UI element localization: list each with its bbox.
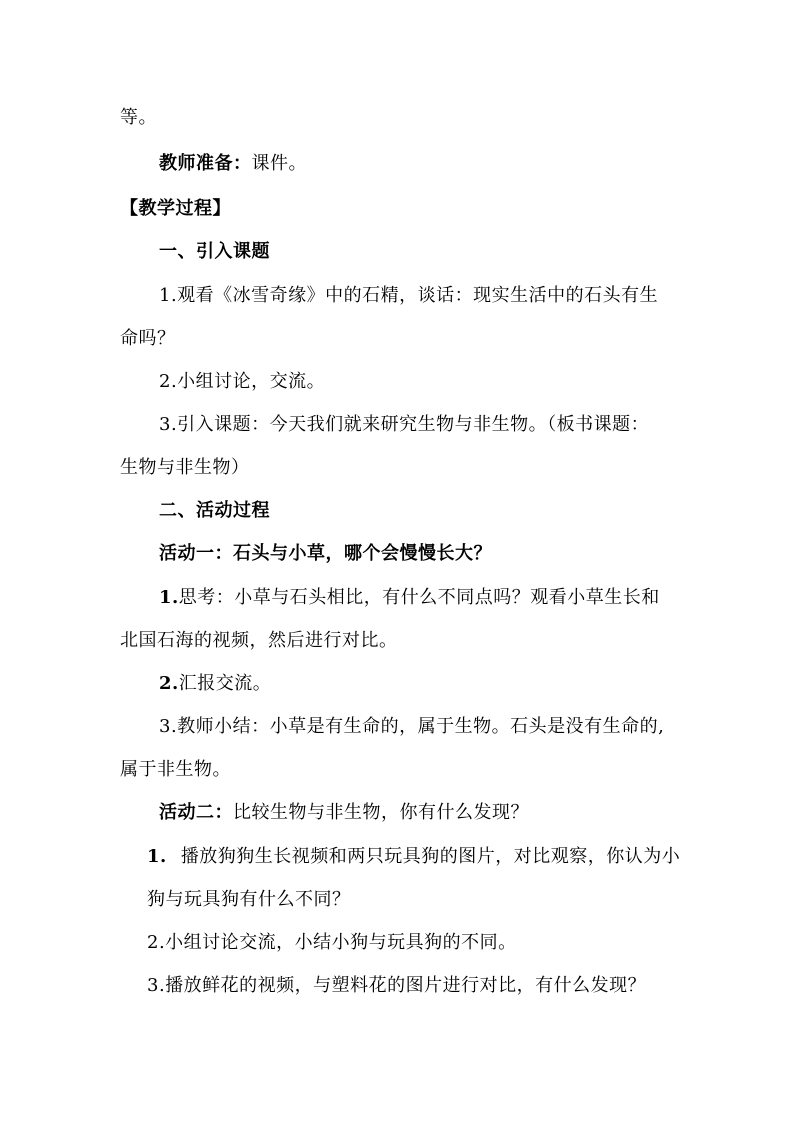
part-two-heading: 二、活动过程 <box>159 500 270 521</box>
activity1-item3-line1: 3.教师小结：小草是有生命的，属于生物。石头是没有生命的, <box>159 716 665 737</box>
activity1-item2-text: 汇报交流。 <box>178 673 272 694</box>
activity2-item1-line2: 狗与玩具狗有什么不同？ <box>147 889 351 910</box>
teacher-prep-line <box>159 152 307 176</box>
activity2-item1-line1 <box>147 845 680 869</box>
activity2-title-text: 比较生物与非生物，你有什么发现？ <box>233 802 529 823</box>
part-one-item2: 2.小组讨论，交流。 <box>159 371 326 392</box>
activity1-item1-line2: 北国石海的视频，然后进行对比。 <box>120 630 398 651</box>
part-one-item1-line2: 命吗？ <box>120 328 176 349</box>
activity1-title: 活动一：石头与小草，哪个会慢慢长大？ <box>159 543 492 564</box>
section-title: 【教学过程】 <box>120 198 231 219</box>
activity2-item1-text: 播放狗狗生长视频和两只玩具狗的图片，对比观察，你认为小 <box>180 846 681 867</box>
activity2-title <box>159 801 529 825</box>
activity1-item2 <box>159 672 271 696</box>
activity2-item1-num: 1. <box>147 846 167 867</box>
activity1-item2-num: 2. <box>159 673 179 694</box>
teacher-prep-label: 教师准备： <box>159 153 252 174</box>
teacher-prep-text: 课件。 <box>251 153 307 174</box>
activity1-item1-text: 思考：小草与石头相比，有什么不同点吗？观看小草生长和 <box>178 587 660 608</box>
activity2-item3: 3.播放鲜花的视频，与塑料花的图片进行对比，有什么发现？ <box>147 975 647 996</box>
part-one-item1-line1: 1.观看《冰雪奇缘》中的石精，谈话：现实生活中的石头有生 <box>159 285 659 306</box>
activity1-item1-num: 1. <box>159 587 179 608</box>
part-one-heading: 一、引入课题 <box>159 241 270 262</box>
intro-tail: 等。 <box>120 107 157 128</box>
part-one-item3-line2: 生物与非生物） <box>120 457 250 478</box>
activity2-item2: 2.小组讨论交流，小结小狗与玩具狗的不同。 <box>147 932 517 953</box>
activity1-item1-line1 <box>159 586 660 610</box>
part-one-item3-line1: 3.引入课题：今天我们就来研究生物与非生物。（板书课题： <box>159 414 650 435</box>
activity2-title-label: 活动二： <box>159 802 233 823</box>
activity1-item3-line2: 属于非生物。 <box>120 759 231 780</box>
